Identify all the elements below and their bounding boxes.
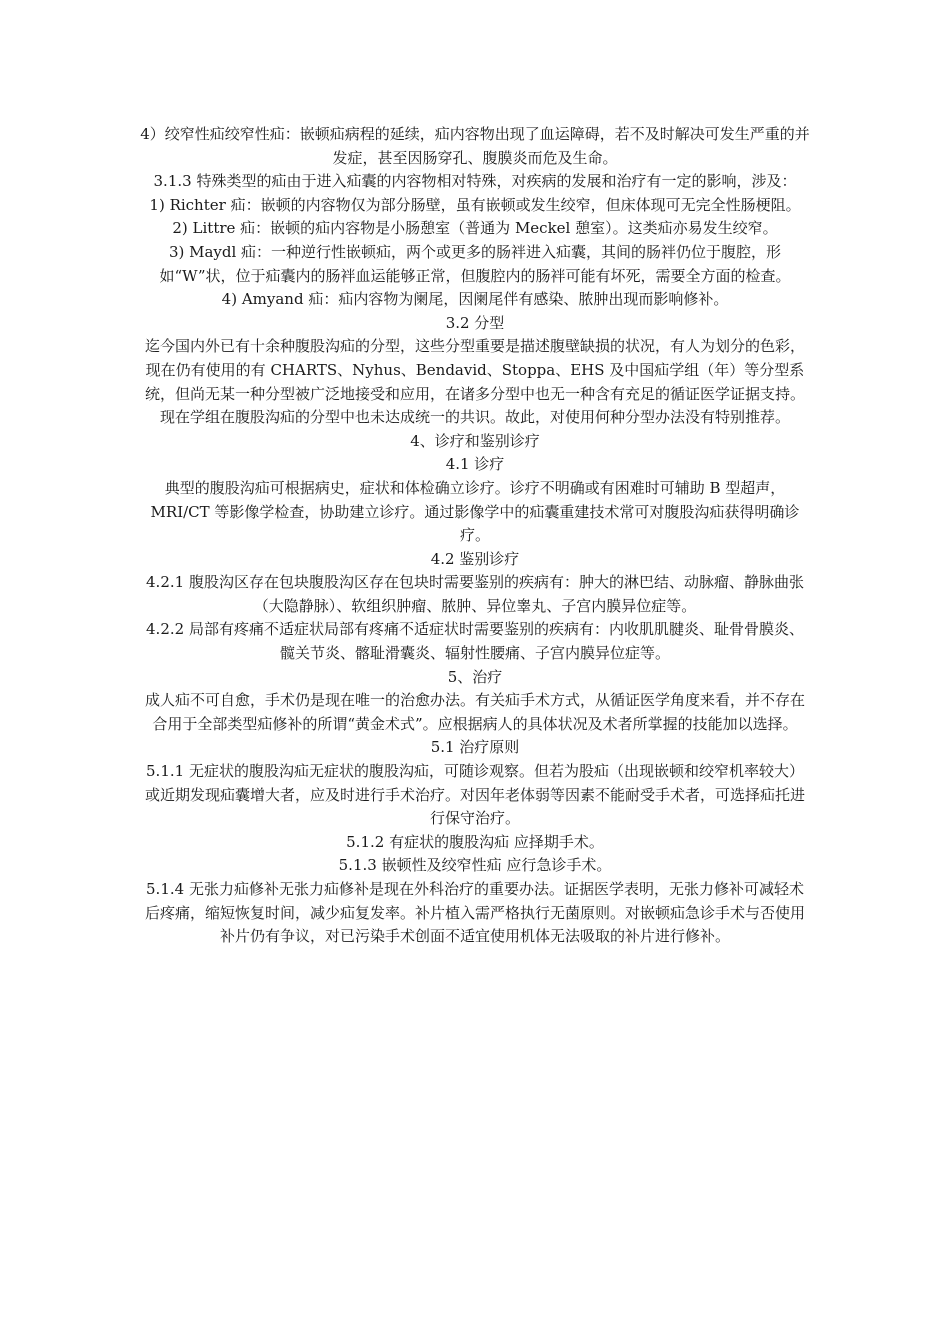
- paragraph-diagnosis: 典型的腹股沟疝可根据病史，症状和体检确立诊疗。诊疗不明确或有困难时可辅助 B 型超声，MRI/CT 等影像学检查，协助建立诊疗。通过影像学中的疝囊重建技术常可对腹股沟疝获得明确诊疗。: [150, 478, 800, 545]
- heading-treatment: 5、治疗: [447, 667, 503, 686]
- paragraph-classification: 迄今国内外已有十余种腹股沟疝的分型，这些分型重要是描述腹壁缺损的状况，有人为划分的色彩，现在仍有使用的有 CHARTS、Nyhus、Bendavid、Stoppa、EHS 及中国疝学组（年）等分型系统，但尚无某一种分型被广泛地接受和应用，在诸多分型中也无一种含有充足的循证医学证据支持。现在学组在腹股沟疝的分型中也未达成统一的共识。故此，对使用何种分型办法没有特别推荐。: [144, 337, 805, 427]
- paragraph-symptomatic-hernia: 5.1.2 有症状的腹股沟疝 应择期手术。: [346, 832, 604, 851]
- paragraph-special-hernia-types: 3.1.3 特殊类型的疝由于进入疝囊的内容物相对特殊，对疾病的发展和治疗有一定的影响，涉及：: [153, 172, 797, 191]
- paragraph-richter-hernia: 1) Richter 疝：嵌顿的内容物仅为部分肠壁，虽有嵌顿或发生绞窄，但床体现可无完全性肠梗阻。: [149, 195, 801, 214]
- paragraph-treatment: 成人疝不可自愈，手术仍是现在唯一的治愈办法。有关疝手术方式，从循证医学角度来看，并不存在合用于全部类型疝修补的所谓“黄金术式”。应根据病人的具体状况及术者所掌握的技能加以选择。: [144, 691, 805, 733]
- heading-treatment-principles: 5.1 治疗原则: [430, 738, 520, 757]
- paragraph-tension-free-repair: 5.1.4 无张力疝修补无张力疝修补是现在外科治疗的重要办法。证据医学表明，无张力修补可减轻术后疼痛，缩短恢复时间，减少疝复发率。补片植入需严格执行无菌原则。对嵌顿疝急诊手术与否使用补片仍有争议，对已污染手术创面不适宜使用机体无法吸取的补片进行修补。: [144, 880, 805, 946]
- paragraph-local-pain: 4.2.2 局部有疼痛不适症状局部有疼痛不适症状时需要鉴别的疾病有：内收肌肌腱炎、耻骨骨膜炎、髋关节炎、髂耻滑囊炎、辐射性腰痛、子宫内膜异位症等。: [146, 620, 804, 663]
- heading-differential-diagnosis: 4.2 鉴别诊疗: [430, 549, 520, 568]
- paragraph-asymptomatic-hernia: 5.1.1 无症状的腹股沟疝无症状的腹股沟疝，可随诊观察。但若为股疝（出现嵌顿和绞窄机率较大）或近期发现疝囊增大者，应及时进行手术治疗。对因年老体弱等因素不能耐受手术者，可选择疝托进行保守治疗。: [144, 762, 805, 828]
- paragraph-groin-mass: 4.2.1 腹股沟区存在包块腹股沟区存在包块时需要鉴别的疾病有：肿大的淋巴结、动脉瘤、静脉曲张（大隐静脉）、软组织肿瘤、脓肿、异位睾丸、子宫内膜异位症等。: [146, 573, 804, 615]
- heading-diagnosis-4-1: 4.1 诊疗: [445, 455, 505, 474]
- heading-diagnosis: 4、诊疗和鉴别诊疗: [410, 431, 540, 450]
- paragraph-amyand-hernia: 4) Amyand 疝：疝内容物为阑尾，因阑尾伴有感染、脓肿出现而影响修补。: [221, 290, 729, 309]
- paragraph-maydl-hernia: 3) Maydl 疝：一种逆行性嵌顿疝，两个或更多的肠袢进入疝囊，其间的肠袢仍位于腹腔，形如“W”状，位于疝囊内的肠袢血运能够正常，但腹腔内的肠袢可能有坏死，需要全方面的检查。: [159, 242, 791, 285]
- heading-classification: 3.2 分型: [445, 313, 505, 332]
- paragraph-littre-hernia: 2) Littre 疝：嵌顿的疝内容物是小肠憩室（普通为 Meckel 憩室）。这类疝亦易发生绞窄。: [172, 219, 778, 238]
- document-page: [140, 123, 810, 949]
- paragraph-strangulated-hernia: 4）绞窄性疝绞窄性疝：嵌顿疝病程的延续，疝内容物出现了血运障碍，若不及时解决可发生严重的并发症，甚至因肠穿孔、腹膜炎而危及生命。: [140, 125, 810, 167]
- paragraph-incarcerated-hernia: 5.1.3 嵌顿性及绞窄性疝 应行急诊手术。: [338, 856, 612, 875]
